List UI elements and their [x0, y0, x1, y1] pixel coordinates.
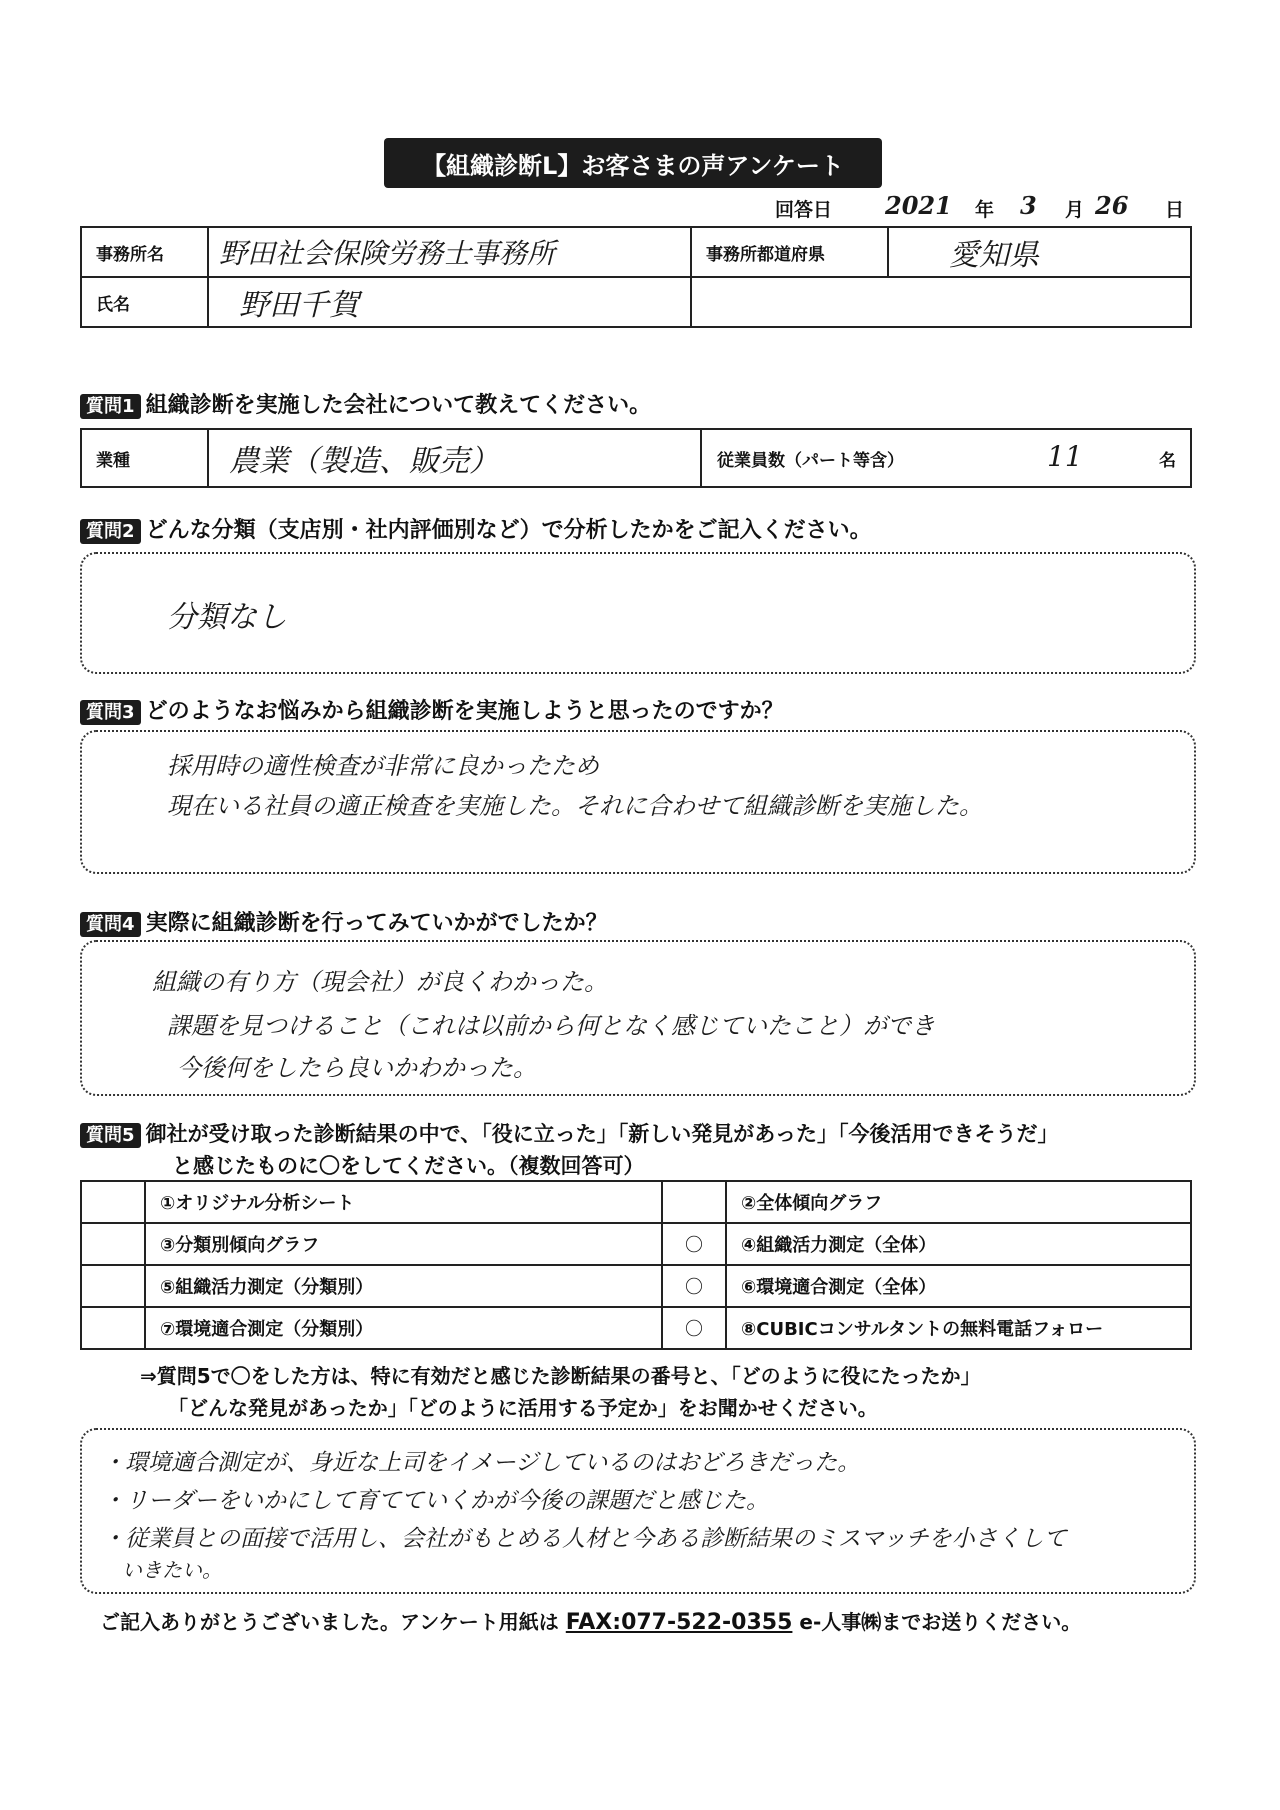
- industry-label: 業種: [81, 429, 208, 487]
- fax-number: FAX:077-522-0355: [565, 1610, 793, 1635]
- option-row: [81, 1223, 1191, 1265]
- q2-answer: 分類なし: [167, 600, 287, 635]
- date-month: 3: [1020, 191, 1037, 220]
- q3-tag: 質問3: [80, 700, 141, 725]
- option-mark[interactable]: [662, 1181, 726, 1223]
- q5-heading: [80, 1118, 1059, 1148]
- survey-title: 【組織診断L】お客さまの声アンケート: [384, 138, 882, 188]
- option-mark[interactable]: [81, 1307, 145, 1349]
- q5-answer-box: [80, 1428, 1196, 1594]
- option-mark[interactable]: [81, 1181, 145, 1223]
- q5-text-line1: 御社が受け取った診断結果の中で、「役に立った」「新しい発見があった」「今後活用できそうだ」: [145, 1122, 1059, 1146]
- q1-heading: [80, 388, 651, 419]
- option-row: [81, 1307, 1191, 1349]
- q5-answer-line: ・従業員との面接で活用し、会社がもとめる人材と今ある診断結果のミスマッチを小さくして: [102, 1526, 1067, 1552]
- q1-table: [80, 428, 1192, 488]
- footer-text-before: ご記入ありがとうございました。アンケート用紙は: [100, 1610, 559, 1634]
- q3-answer-line: 現在いる社員の適正検査を実施した。それに合わせて組織診断を実施した。: [167, 792, 983, 820]
- q2-heading: [80, 513, 872, 544]
- q3-heading: [80, 694, 784, 725]
- prefecture-label: 事務所都道府県: [691, 227, 888, 277]
- q4-answer-line: 今後何をしたら良いかわかった。: [177, 1054, 537, 1082]
- q1-tag: 質問1: [80, 394, 141, 419]
- option-label: ④組織活力測定（全体）: [726, 1223, 1191, 1265]
- option-mark[interactable]: [81, 1223, 145, 1265]
- footer: [100, 1606, 1081, 1635]
- q3-answer-line: 採用時の適性検査が非常に良かったため: [167, 752, 599, 780]
- prefecture-value: 愛知県: [888, 227, 1191, 277]
- q5-tag: 質問5: [80, 1123, 141, 1148]
- option-label: ⑧CUBICコンサルタントの無料電話フォロー: [726, 1307, 1191, 1349]
- industry-value: 農業（製造、販売）: [208, 429, 701, 487]
- footer-text-after: e-人事㈱までお送りください。: [799, 1610, 1082, 1634]
- employees-cell: [701, 429, 1191, 487]
- q5-options-table: [80, 1180, 1192, 1350]
- option-mark[interactable]: [81, 1265, 145, 1307]
- q3-answer-box: [80, 730, 1196, 874]
- q5-answer-line: いきたい。: [102, 1558, 222, 1582]
- q5-answer-line: ・リーダーをいかにして育てていくかが今後の課題だと感じた。: [102, 1488, 769, 1514]
- q4-answer-box: [80, 940, 1196, 1096]
- office-value: 野田社会保険労務士事務所: [208, 227, 691, 277]
- option-label: ②全体傾向グラフ: [726, 1181, 1191, 1223]
- q5-note-line1: ⇒質問5で〇をした方は、特に有効だと感じた診断結果の番号と、「どのように役にたったか」: [140, 1364, 981, 1388]
- date-year: 2021: [885, 191, 952, 220]
- q1-text: 組織診断を実施した会社について教えてください。: [145, 393, 652, 418]
- q2-answer-box: [80, 552, 1196, 674]
- option-label: ⑦環境適合測定（分類別）: [145, 1307, 662, 1349]
- date-day: 26: [1095, 191, 1129, 220]
- answer-date: [775, 193, 1195, 223]
- option-label: ⑥環境適合測定（全体）: [726, 1265, 1191, 1307]
- q3-text: どのようなお悩みから組織診断を実施しようと思ったのですか？: [145, 699, 784, 724]
- date-year-unit: 年: [975, 199, 995, 221]
- option-label: ①オリジナル分析シート: [145, 1181, 662, 1223]
- date-month-unit: 月: [1065, 199, 1085, 221]
- q4-heading: [80, 906, 608, 937]
- option-mark[interactable]: 〇: [662, 1307, 726, 1349]
- office-label: 事務所名: [81, 227, 208, 277]
- q5-text-line2: と感じたものに〇をしてください。（複数回答可）: [172, 1154, 645, 1178]
- option-mark[interactable]: 〇: [662, 1265, 726, 1307]
- date-day-unit: 日: [1165, 199, 1185, 221]
- employees-label: 従業員数（パート等含）: [717, 450, 904, 471]
- date-label: 回答日: [775, 199, 833, 221]
- empty-cell: [691, 277, 1191, 327]
- q5-answer-line: ・環境適合測定が、身近な上司をイメージしているのはおどろきだった。: [102, 1450, 861, 1476]
- option-label: ⑤組織活力測定（分類別）: [145, 1265, 662, 1307]
- office-info-table: [80, 226, 1192, 328]
- option-label: ③分類別傾向グラフ: [145, 1223, 662, 1265]
- name-value: 野田千賀: [208, 277, 691, 327]
- employees-unit: 名: [1159, 451, 1176, 471]
- employees-value: 11: [1047, 440, 1083, 473]
- q4-answer-line: 組織の有り方（現会社）が良くわかった。: [152, 968, 608, 996]
- q4-answer-line: 課題を見つけること（これは以前から何となく感じていたこと）ができ: [167, 1012, 935, 1040]
- q2-tag: 質問2: [80, 519, 141, 544]
- name-label: 氏名: [81, 277, 208, 327]
- option-row: [81, 1265, 1191, 1307]
- option-row: [81, 1181, 1191, 1223]
- q4-text: 実際に組織診断を行ってみていかがでしたか？: [145, 911, 608, 936]
- q5-note-line2: 「どんな発見があったか」「どのように活用する予定か」をお聞かせください。: [168, 1396, 878, 1420]
- q2-text: どんな分類（支店別・社内評価別など）で分析したかをご記入ください。: [145, 518, 872, 543]
- q4-tag: 質問4: [80, 912, 141, 937]
- option-mark[interactable]: 〇: [662, 1223, 726, 1265]
